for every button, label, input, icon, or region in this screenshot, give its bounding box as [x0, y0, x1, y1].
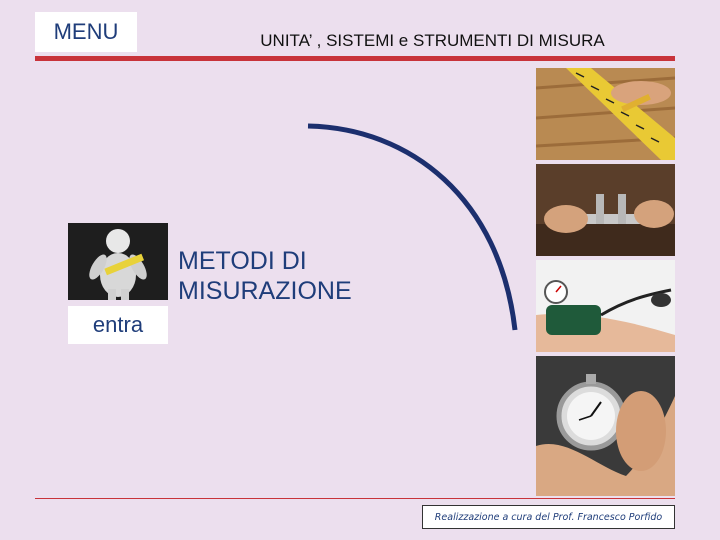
heading-line-2: MISURAZIONE	[178, 277, 352, 305]
enter-button[interactable]: entra	[68, 306, 168, 344]
caliper-photo	[536, 164, 675, 256]
stopwatch-photo	[536, 356, 675, 496]
blood-pressure-cuff-photo	[536, 260, 675, 352]
menu-button[interactable]: MENU	[35, 12, 137, 52]
page-title: UNITA’ , SISTEMI e STRUMENTI DI MISURA	[260, 31, 605, 50]
heading-line-1: METODI DI	[178, 247, 307, 275]
figure-with-ruler-image	[68, 223, 168, 300]
section-heading	[178, 246, 478, 306]
header-divider	[35, 56, 675, 61]
credit-box: Realizzazione a cura del Prof. Francesco Porfido	[422, 505, 675, 529]
footer-divider	[35, 498, 675, 499]
tape-measure-photo	[536, 68, 675, 160]
